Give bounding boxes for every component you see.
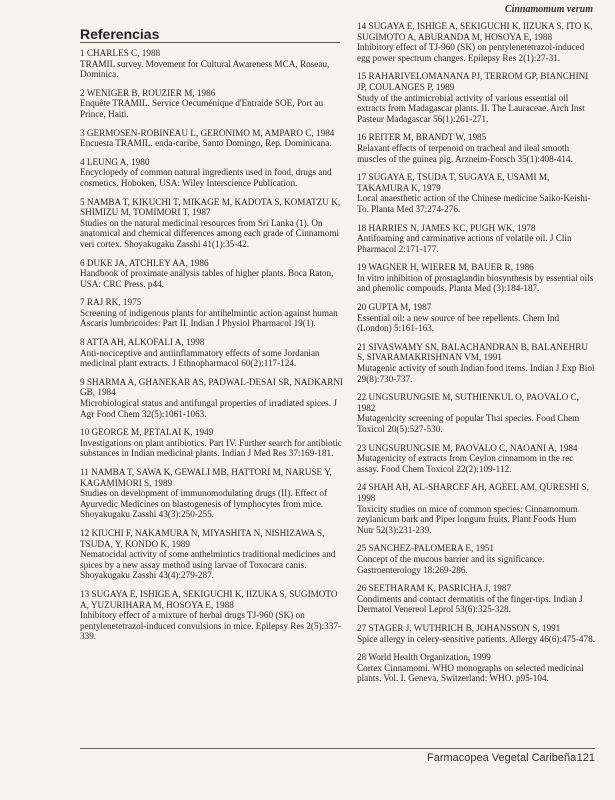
reference-citation: Studies on development of immunomodulating drugs (II). Effect of Ayurvedic Medicines on blastogenesis of lymphocytes from mice. Shoyakugaku Zasshi 43(3):250-255. <box>80 488 328 520</box>
reference-authors: 18 HARRIES N, JAMES KC, PUGH WK, 1978 <box>357 222 536 233</box>
reference-item <box>357 482 595 535</box>
footer-title: Farmacopea Vegetal Caribeña <box>427 752 577 764</box>
reference-citation: In vitro inhibition of prostaglandin biosynthesis by essential oils and phenolic compouds. Planta Med (3):184-187. <box>357 272 594 294</box>
reference-item <box>80 337 348 369</box>
reference-item <box>357 302 595 334</box>
reference-item <box>80 467 348 520</box>
reference-authors: 4 LEUNG A, 1980 <box>80 156 150 167</box>
reference-item <box>357 262 595 294</box>
reference-citation: Inhibitory effect of TJ-960 (SK) on pentylenetetrazol-induced egg power spectrum changes. Epilepsy Res 2(1):27-31. <box>357 42 585 63</box>
reference-citation: Encuesta TRAMIL. enda-caribe, Santo Domingo, Rep. Dominicana. <box>80 138 332 149</box>
reference-citation: Studies on the natural medicinal resources from Sri Lanka (1). On anatomical and chemical differences among each grade of Cinnamomi veri cortex. Shoyakugaku Zasshi 41(1):35-42. <box>80 217 340 249</box>
reference-authors: 9 SHARMA A, GHANEKAR AS, PADWAL-DESAI SR, NADKARNI GB, 1984 <box>80 376 344 398</box>
reference-item <box>80 427 348 459</box>
reference-citation: Enquête TRAMIL. Service Oecuménique d'Entraide SOE, Port au Prince, Haiti. <box>80 98 324 119</box>
references-left-column <box>80 48 348 650</box>
reference-authors: 7 RAJ RK, 1975 <box>80 297 142 308</box>
header-title: Cinnamomum verum <box>504 4 593 15</box>
reference-item <box>357 342 595 384</box>
reference-citation: Mutagenicity of extracts from Ceylon cinnamom in the rec assay. Food Chem Toxicol 22(2):109-112. <box>357 453 574 474</box>
reference-item <box>80 258 348 290</box>
page-number: 121 <box>576 752 595 764</box>
reference-authors: 10 GEORGE M, PETALAI K, 1949 <box>80 427 214 438</box>
reference-citation: Mutagenicity screening of popular Thai species. Food Chem Toxicol 20(5):527-530. <box>357 413 580 434</box>
references-right-column <box>357 21 595 692</box>
reference-authors: 26 SEETHARAM K, PASRICHA J, 1987 <box>357 583 512 594</box>
reference-item <box>357 443 595 475</box>
reference-item <box>357 71 595 124</box>
reference-authors: 11 NAMBA T, SAWA K, GEWALI MB, HATTORI M, NARUSE Y, KAGAMIMORI S, 1989 <box>80 467 332 488</box>
reference-authors: 28 World Health Organization, 1999 <box>357 652 491 663</box>
reference-item <box>357 623 595 644</box>
reference-citation: TRAMIL survey. Movement for Cultural Awareness MCA, Roseau, Dominica. <box>80 58 330 80</box>
reference-authors: 13 SUGAYA E, ISHIGE A, SEKIGUCHI K, IIZUKA S, SUGIMOTO A, YUZURIHARA M, HOSOYA E, 1988 <box>80 588 338 610</box>
reference-item <box>80 88 348 120</box>
reference-citation: Antifoaming and carminative actions of volatile oil. J Clin Pharmacol 2:171-177. <box>357 233 572 254</box>
reference-citation: Screening of indigenous plants for antihelmintic action against human Ascaris lumbricoides: Part II. Indian J Physiol Pharmacol 19(1). <box>80 307 338 329</box>
reference-authors: 2 WENIGER B, ROUZIER M, 1986 <box>80 87 216 98</box>
reference-authors: 23 UNGSURUNGSIE M, PAOVALO C, NAOANI A, 1984 <box>357 442 578 453</box>
reference-authors: 8 ATTA AH, ALKOFALI A, 1998 <box>80 337 205 348</box>
reference-citation: Mutagenic activity of south Indian food items. Indian J Exp Biol 29(8):730-737. <box>357 363 595 384</box>
reference-item <box>357 223 595 255</box>
reference-citation: Essential oil: a new source of bee repellents. Chem Ind (London) 5:161-163. <box>357 312 560 334</box>
reference-authors: 15 RAHARIVELOMANANA PJ, TERROM GP, BIANCHINI JP, COULANGES P, 1989 <box>357 71 589 92</box>
reference-citation: Condiments and contact dermatitis of the finger-tips. Indian J Dermatol Venereol Leprol 53(6):325-328. <box>357 593 583 615</box>
reference-item <box>357 543 595 575</box>
reference-citation: Microbiological status and antifungal properties of irradiated spices. J Agr Food Chem 32(5):1061-1063. <box>80 398 337 419</box>
reference-citation: Spice allergy in celery-sensitive patients. Allergy 46(6):475-478. <box>357 633 595 644</box>
reference-authors: 12 KIUCHI F, NAKAMURA N, MIYASHITA N, NISHIZAWA S, TSUDA, Y, KONDO K, 1989 <box>80 527 325 549</box>
reference-authors: 3 GERMOSEN-ROBINEAU L, GERONIMO M, AMPARO C, 1984 <box>80 127 335 138</box>
footer-divider <box>80 748 595 749</box>
reference-item <box>357 392 595 434</box>
reference-citation: Study of the antimicrobial activity of various essential oil extracts from Madagascar plants. II. The Lauraceae. Arch Inst Pasteur Madagascar 56(1):261-271. <box>357 92 585 124</box>
reference-authors: 24 SHAH AH, AL-SHARCEF AH, AGEEL AM, QURESHI S, 1998 <box>357 482 589 503</box>
reference-citation: Encyclopedy of common natural ingredients used in food, drugs and cosmetics. Hoboken, USA: Wiley Interscience Publication. <box>80 167 332 188</box>
reference-item <box>80 528 348 581</box>
reference-item <box>357 172 595 214</box>
reference-citation: Concept of the mucous barrier and its significance. Gastroenterology 18:269-286. <box>357 553 545 575</box>
reference-authors: 5 NAMBA T, KIKUCHI T, MIKAGE M, KADOTA S, KOMATZU K, SHIMIZU M, TOMIMORI T, 1987 <box>80 196 341 218</box>
reference-item <box>357 652 595 684</box>
reference-citation: Relaxant effects of terpenoid on tracheal and ileal smooth muscles of the guinea pig. Arzneim-Forsch 35(1):408-414. <box>357 142 573 164</box>
reference-authors: 1 CHARLES C, 1988 <box>80 48 161 58</box>
reference-citation: Investigations on plant antibiotics. Part IV. Further search for antibiotic substances in Indian medicinal plants. Indian J Med Res 37:169-181. <box>80 437 342 459</box>
reference-authors: 17 SUGAYA E, TSUDA T, SUGAYA E, USAMI M, TAKAMURA K, 1979 <box>357 172 550 193</box>
reference-citation: Cortex Cinnamomi. WHO monographs on selected medicinal plants. Vol. I. Geneva, Switzerland: WHO. p95-104. <box>357 662 584 684</box>
reference-authors: 19 WAGNER H, WIERER M, BAUER R, 1986 <box>357 262 534 273</box>
reference-authors: 25 SANCHEZ-PALOMERA E, 1951 <box>357 543 494 554</box>
reference-citation: Local anaesthetic action of the Chinese medicine Saiko-Keishi-To. Planta Med 37:274-276. <box>357 193 591 214</box>
reference-citation: Toxicity studies on mice of common species: Cinnamomum zeylanicum bark and Piper longum fruits. Plant Foods Hum Nutr 52(3):231-239. <box>357 503 578 535</box>
reference-item <box>80 589 348 642</box>
reference-authors: 21 SIVASWAMY SN, BALACHANDRAN B, BALANEHRU S, SIVARAMAKRISHNAN VM, 1991 <box>357 341 588 363</box>
reference-item <box>80 377 348 419</box>
reference-item <box>80 48 348 80</box>
reference-item <box>80 197 348 250</box>
reference-authors: 14 SUGAYA E, ISHIGE A, SEKIGUCHI K, IIZUKA S, ITO K, SUGIMOTO A, ABURANDA M, HOSOYA E, 1988 <box>357 21 593 42</box>
reference-item <box>80 297 348 329</box>
reference-authors: 6 DUKE JA, ATCHLEY AA, 1986 <box>80 257 209 268</box>
reference-authors: 27 STAGER J, WUTHRICH B, JOHANSSON S, 1991 <box>357 622 561 633</box>
reference-item <box>80 128 348 149</box>
reference-citation: Nematocidal activity of some anthelmintics traditional medicines and spices by a new assay method using larvae of Toxocara canis. Shoyakugaku Zasshi 43(4):279-287. <box>80 549 336 581</box>
section-title: Referencias <box>80 26 160 42</box>
reference-item <box>357 583 595 615</box>
reference-authors: 20 GUPTA M, 1987 <box>357 302 432 313</box>
reference-citation: Inhibitory effect of a mixture of herbal drugs TJ-960 (SK) on pentylenetetrazol-induced convulsions in mice. Epilepsy Res 2(5):337-339. <box>80 610 342 642</box>
reference-item <box>357 132 595 164</box>
reference-citation: Anti-nociceptive and antiinflammatory effects of some Jordanian medicinal plant extracts. J Ethnopharmacol 60(2):117-124. <box>80 347 320 369</box>
reference-citation: Handbook of proximate analysis tables of higher plants. Boca Raton, USA: CRC Press. p44. <box>80 268 334 289</box>
reference-authors: 16 REITER M, BRANDT W, 1985 <box>357 132 487 143</box>
reference-item <box>80 157 348 189</box>
title-divider <box>80 42 340 43</box>
reference-authors: 22 UNGSURUNGSIE M, SUTHIENKUL O, PAOVALO C, 1982 <box>357 392 579 413</box>
reference-item <box>357 21 595 63</box>
